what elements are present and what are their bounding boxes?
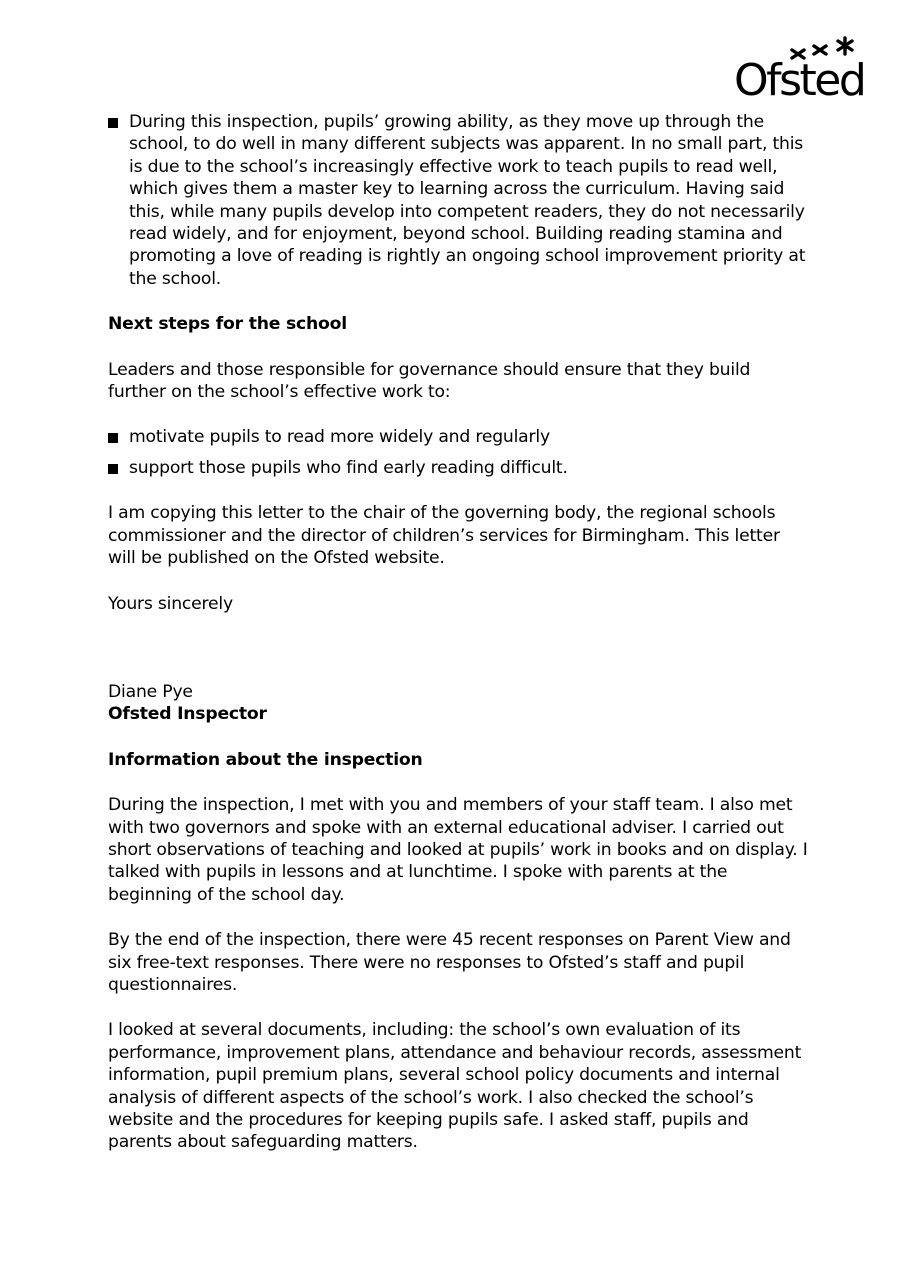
- info-heading: Information about the inspection: [108, 749, 423, 770]
- intro-bullet-text: During this inspection, pupils’ growing ability, as they move up through the school, to do well in many different subjects was apparent. In no small part, this is due to the school’s increasingly effective work to teach pupils to read well, which gives them a master key to learning across the curriculum. Having said this, while many pupils develop into competent readers, they do not necessarily read widely, and for enjoyment, beyond school. Building reading stamina and promoting a love of reading is rightly an ongoing school improvement priority at the school.: [129, 112, 806, 289]
- list-item: [108, 111, 808, 290]
- next-step-item: support those pupils who find early reading difficult.: [129, 457, 568, 478]
- info-paragraph: During the inspection, I met with you and members of your staff team. I also met with two governors and spoke with an external educational adviser. I carried out short observations of teaching and looked at pupils’ work in books and on display. I talked with pupils in lessons and at lunchtime. I spoke with parents at the beginning of the school day.: [108, 795, 808, 905]
- signature-name: Diane Pye: [108, 681, 193, 702]
- closing-text: Yours sincerely: [108, 593, 233, 614]
- bullet-icon: [108, 433, 118, 443]
- next-step-item: motivate pupils to read more widely and regularly: [129, 427, 550, 448]
- copying-paragraph: I am copying this letter to the chair of the governing body, the regional schools commissioner and the director of children’s services for Birmingham. This letter will be published on the Ofsted website.: [108, 503, 780, 569]
- info-paragraph: By the end of the inspection, there were 45 recent responses on Parent View and six free-text responses. There were no responses to Ofsted’s staff and pupil questionnaires.: [108, 930, 791, 995]
- info-paragraph: I looked at several documents, including: the school’s own evaluation of its performance, improvement plans, attendance and behaviour records, assessment information, pupil premium plans, several school policy documents and internal analysis of different aspects of the school’s work. I also checked the school’s website and the procedures for keeping pupils safe. I asked staff, pupils and parents about safeguarding matters.: [108, 1020, 802, 1153]
- bullet-icon: [108, 118, 118, 128]
- list-item: [108, 426, 808, 448]
- logo-wordmark: Ofsted: [734, 55, 865, 106]
- list-item: [108, 457, 808, 479]
- letter-body: [108, 111, 808, 1154]
- bullet-icon: [108, 464, 118, 474]
- signature-title: Ofsted Inspector: [108, 704, 267, 725]
- next-steps-heading: Next steps for the school: [108, 314, 347, 335]
- ofsted-logo: [734, 36, 866, 106]
- next-steps-intro: Leaders and those responsible for governance should ensure that they build further on the school’s effective work to:: [108, 359, 751, 403]
